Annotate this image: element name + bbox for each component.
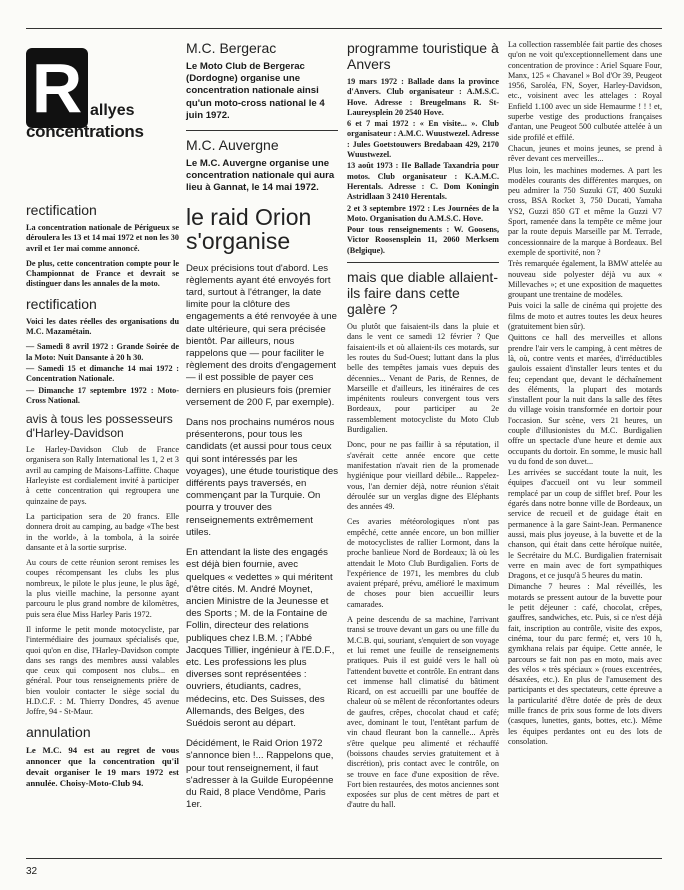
rallyes-concentrations-logo: [26, 40, 179, 190]
page-number: 32: [26, 866, 38, 877]
logo-word-2: concentrations: [26, 122, 144, 141]
top-rule: [26, 28, 662, 29]
paragraph: 2 et 3 septembre 1972 : Les Journées de la Moto. Organisation du A.M.S.C. Hove.: [347, 203, 499, 223]
paragraph: 19 mars 1972 : Ballade dans la province d'Anvers. Club organisateur : A.M.S.C. Hove. Adresse : Breugelmans R. St-Laureysplein 20 2540 Hove.: [347, 77, 499, 117]
paragraph: Quittons ce hall des merveilles et allons prendre l'air vers le camping, à cent mètres de là, où, contre vents et marées, d'irréductibles gaulois essaient d'installer leurs tentes et du feu; cependant que, devant le déchaînement des éléments, la plupart des motards s'installent pour la nuit dans la salle des fêtes du village voisin transformée en dortoir pour l'occasion. Sur scène, vers 21 heures, un couple d'illusionistes du M.C. Burdigalien offre un spectacle d'une heure et demie aux occupants du dortoir. En somme, le music hall vu du fond de son duvet...: [508, 333, 662, 466]
paragraph: La participation sera de 20 francs. Elle donnera droit au camping, au badge «The best in the world», à la tombola, à la soirée dansante et à la sortie surprise.: [26, 511, 179, 552]
paragraph: Décidément, le Raid Orion 1972 s'annonce bien !... Rappelons que, pour tout renseignement, il faut s'adresser à la Guilde Européenne du Raid, 8 place Vendôme, Paris 1er.: [186, 738, 334, 811]
paragraph: La collection rassemblée fait partie des choses qu'on ne voit qu'exceptionnellement dans une concentration de province : Ariel Square Four, Manx, 125 « Chavanel » Bol d'Or 39, Peugeot 1956, Saroléa, FN, Soyer, Harley-Davidson, etc., voisinent avec les attelages : Royal Enfield 1.100 avec un side Hemaurme ! ! ! et, superbe vestige des productions françaises d'antan, une Peugeot 500 culbutée attelée à un side profilé et effilé.: [508, 40, 662, 142]
divider: [347, 262, 499, 263]
heading-mc-auvergne: M.C. Auvergne: [186, 137, 279, 154]
heading-rectification-2: rectification: [26, 295, 97, 312]
paragraph: Voici les dates réelles des organisations du M.C. Mazamétain.: [26, 316, 179, 337]
paragraph: 6 et 7 mai 1972 : « En visite... ». Club organisateur : A.M.C. Wuustwezel. Adresse : Jules Goetstouwers Bredabaan 429, 2170 Wuustwezel.: [347, 119, 499, 160]
paragraph: Dimanche 7 heures : Mal réveillés, les motards se pressent autour de la buvette pour le petit déjeuner : café, chocolat, crêpes, gauffres, sandwiches, etc. Puis, si ce n'est déjà fait, inscription au contrôle, visite des expos, cinéma, tour du parc fermé; et, vers 10 h, gymkhana relais par équipe. Cette année, le parcours se fait non pas en moto, mais avec des vélos « très spéciaux » (roues excentrées, désaxées, etc.). En plus de l'amusement des participants et des spectateurs, cette épreuve a la particularité d'être dotée de près de deux mille francs de prix sous forme de lots divers (casques, lunettes, gants, bottes, etc.). Même les équipes perdantes ont eu des lots de consolation.: [508, 582, 662, 746]
heading-annulation: annulation: [26, 723, 91, 740]
paragraph: Ces avaries météorologiques n'ont pas empêché, cette année encore, un bon millier de motocyclistes de rallier Lormont, dans la proche banlieue Nord de Bordeaux; là où les attendait le Moto Club Burdigalien. Forts de l'expérience de 1971, les membres du club avaient préparé, prévu, amélioré le maximum de choses pour bien accueillir leurs camarades.: [347, 517, 499, 609]
paragraph: Plus loin, les machines modernes. A part les modèles courants des différentes marques, on peu admirer la 750 Suzuki GT, 400 Suzuki cross, BSA Rocket 3, 750 Ducati, Yamaha YS2, Guzzi 850 GT et même la Guzzi V7 Sport, ramenée dans la tempête ce même jour par la route depuis Marseille par M. Terrade, concessionnaire de la marque à Bordeaux. Bel exemple de sportivité, non ?: [508, 165, 662, 257]
paragraph: 13 août 1973 : IIe Ballade Taxandria pour motos. Club organisateur : K.A.M.C. Herentals. Adresse : C. Dom Koningin Astridlaan 3 2410 Herentals.: [347, 161, 499, 202]
column-3: [347, 40, 499, 816]
heading-raid-orion: le raid Orion s'organise: [186, 203, 312, 254]
heading-mc-bergerac: M.C. Bergerac: [186, 40, 277, 56]
paragraph: Ou plutôt que faisaient-ils dans la pluie et dans le vent ce samedi 12 février ? Que faisaient-ils et où allaient-ils ces motards, sur les routes du Sud-Ouest; luttant dans la plus belle des tempêtes jamais vues depuis des décennies... Venant de Paris, de Rennes, de Marseille et d'ailleurs, les itinéraires de ces impénitents rouleurs convergent tous vers Bordeaux, pour participer au 2e rassemblement motocycliste du Moto Club Burdigalien.: [347, 322, 499, 435]
paragraph: Le M.C. 94 est au regret de vous annoncer que la concentration qu'il devait organiser le 19 mars 1972 est annulée. Choisy-Moto-Club 94.: [26, 744, 179, 788]
paragraph: La concentration nationale de Périgueux se déroulera les 13 et 14 mai 1972 et non les 30 avril et 1er mai comme annoncé.: [26, 223, 179, 253]
paragraph: Les arrivées se succédant toute la nuit, les équipes d'accueil ont vu leur sommeil remplacé par un coup de sifflet bref. Pour les égarés dans notre bonne ville de Bordeaux, un service de recueil et de guidage était en permanence à la gare Saint-Jean. Permanence aussi, mais plus joyeuse, à la buvette et de la chanson, qui était dans cette héroïque nuitée, le Secrétaire du M.C. Burdigalien fraternisait verre en main avec de fort sympathiques Dragons, et ce jusqu'à 5 heures du matin.: [508, 468, 662, 581]
heading-harley-davidson: avis à tous les possesseurs d'Harley-Davidson: [26, 412, 173, 441]
paragraph: Chacun, jeunes et moins jeunes, se prend à rêver devant ces merveilles...: [508, 143, 662, 164]
logo-letter: R: [26, 48, 88, 128]
divider: [186, 130, 338, 131]
paragraph: — Dimanche 17 septembre 1972 : Moto-Cross National.: [26, 385, 179, 405]
paragraph: Il informe le petit monde motocycliste, par l'intermédiaire des journaux spécialisés que, quoi qu'on en dise, l'Harley-Davidson compte dans ses rangs des membres aussi valables que ceux qui composent nos clubs... en général. Pour tous renseignements prière de bien vouloir contacter le siège social du H.D.C.F. : M. Thierry Dondres, 45 avenue Joffre, 94 - St-Maur.: [26, 624, 179, 717]
paragraph: Puis voici la salle de cinéma qui projette des films de moto et autres toutes les deux heures (gratuitement bien sûr).: [508, 301, 662, 332]
paragraph: Le Harley-Davidson Club de France organisera son Rally International les 1, 2 et 3 avril au camping de Maisons-Laffitte. Chaque Harleyiste est cordialement invité à participer à cette concentration qui regroupera une quinzaine de pays.: [26, 445, 179, 506]
paragraph: Pour tous renseignements : W. Goosens, Victor Roosensplein 11, 2060 Merksem (Belgique).: [347, 225, 499, 255]
paragraph: — Samedi 15 et dimanche 14 mai 1972 : Concentration Nationale.: [26, 363, 179, 384]
paragraph: Le Moto Club de Bergerac (Dordogne) organise une concentration nationale ainsi qu'un moto-cross national le 4 juin 1972.: [186, 61, 325, 121]
paragraph: Le M.C. Auvergne organise une concentration nationale qui aura lieu à Gannat, le 14 mai 1972.: [186, 158, 335, 194]
heading-rectification-1: rectification: [26, 202, 97, 218]
paragraph: Dans nos prochains numéros nous présenterons, pour tous les candidats (et aussi pour tous ceux qui sont intéressés par les voyages), une étude touristique des différents pays traversés, en commençant par la Turquie. On pourra y trouver des renseignements extrêmement utiles.: [186, 417, 339, 538]
heading-programme-anvers: programme touristique à Anvers: [347, 40, 499, 72]
paragraph: Donc, pour ne pas faillir à sa réputation, il s'avérait cette année encore que cette manifestation n'avait rien de la promenade hygiénique pour vieillard débile... Rappelez-vous, l'an dernier déjà, notre réunion s'était déroulée sur un verglas digne des Eléphants des années 49.: [347, 440, 499, 512]
paragraph: — Samedi 8 avril 1972 : Grande Soirée de la Moto: Nuit Dansante à 20 h 30.: [26, 342, 179, 362]
paragraph: De plus, cette concentration compte pour le Championnat de France et devrait se distinguer dans les annales de la moto.: [26, 258, 179, 289]
column-1: [26, 40, 179, 794]
logo-word-1: allyes: [90, 102, 135, 119]
paragraph: En attendant la liste des engagés est déjà bien fournie, avec quelques « vedettes » qui méritent d'être cités. M. André Moynet, ancien Ministre de la Jeunesse et des Sports ; M. de la Fontaine de Follin, directeur des relations publiques chez I.B.M. ; l'Abbé Jacques Tillier, ingénieur à l'E.D.F., etc. Les professions les plus diverses sont représentées : ouvriers, étudiants, cadres, médecins, etc. Des Suisses, des Allemands, des Belges, des Suédois seront au départ.: [186, 547, 335, 729]
paragraph: A peine descendu de sa machine, l'arrivant transi se trouve devant un gars ou une fille du M.C.B. qui, souriant, s'enquiert de son voyage et lui remet une feuille de renseignements pratiques. Puis il est guidé vers le hall où l'attendent buvette et contrôle. En entrant dans cet immense hall climatisé du bâtiment Ricard, on est accueilli par une bouffée de chaleur où se mêlent de réconfortantes odeurs de gaufres, crêpes, chocolat chaud et café; avec, dominant le tout, l'entêtant parfum de vin chaud fleurant bon la cannelle... Après s'être quelque peu alimenté et réchauffé (boissons chaudes servies gratuitement et à discrétion), pris contact avec le contrôle, on se trouve en face d'une exposition de rêve. Fort bien restaurées, des motos anciennes sont exposées sur plus de cent mètres de part et d'autre du hall.: [347, 615, 499, 810]
paragraph: Très remarquée également, la BMW attelée au nouveau side polyester déjà vu aux « Millevaches »; et une exposition de maquettes groupant une trentaine de modèles.: [508, 259, 662, 300]
column-4: [508, 40, 662, 752]
heading-galere: mais que diable allaient-ils faire dans cette galère ?: [347, 269, 498, 318]
paragraph: Deux précisions tout d'abord. Les règlements ayant été envoyés fort tard, surtout à l'étranger, la date limite pour la clôture des engagements a été renvoyée à une date ultérieure, qui sera précisée bientôt. Par ailleurs, nous rappelons que — pour faciliter le règlement des droits d'engagement — il est possible de payer ces derniers en plusieurs fois (premier versement de 200 F, par exemple).: [186, 262, 337, 408]
column-2: [186, 40, 338, 816]
bottom-rule: [26, 858, 662, 859]
paragraph: Au cours de cette réunion seront remises les coupes récompensant les clubs les plus nombreux, le pilote le plus jeune, le plus âgé, la plus vieille machine, la personne ayant parcouru le plus grand nombre de kilomètres, puis sera élue Miss Harley Paris 1972.: [26, 558, 179, 619]
